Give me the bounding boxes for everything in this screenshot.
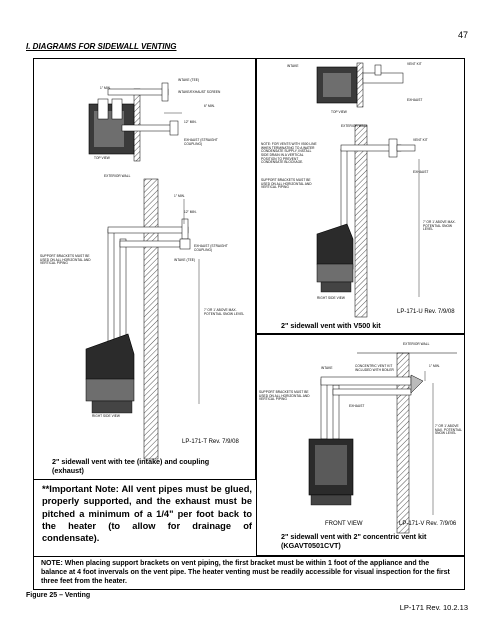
label-snow-level: 7' OR 1' ABOVE MAX. POTENTIAL SNOW LEVEL <box>423 220 456 232</box>
label-support-brackets: SUPPORT BRACKETS MUST BE USED ON ALL HORIZONTAL AND VERTICAL PIPING <box>261 178 312 190</box>
label-one-in-min: 1" MIN. <box>174 194 185 198</box>
label-v500-note: NOTE: FOR VENTS WITH V500 LINE WHEN TERMINATING TO A WATER CONDENSATE SUPPLY, INSTALL SIDE DRAIN IN A VERTICAL POSITION TO PREVENT CONDENSATE BLOCKAGE. <box>261 142 317 165</box>
label-vent-kit-side: VENT KIT <box>413 138 428 142</box>
bottom-note: NOTE: When placing support brackets on vent piping, the first bracket must be within 1 foot of the appliance and the balance at 4 foot invervals on the vent pipe. The heater venting must be readily accessible for visual inspection for the first three feet from the heater. <box>33 556 465 590</box>
rev-lp-171-v: LP-171-V Rev. 7/9/06 <box>399 521 457 527</box>
label-exterior-wall: EXTERIOR WALL <box>104 174 131 178</box>
label-concentric-vent: CONCENTRIC VENT KIT INCLUDED WITH BOILER <box>355 364 394 372</box>
label-six-in-min: 6" MIN. <box>204 104 215 108</box>
label-exhaust: EXHAUST <box>349 404 365 408</box>
caption-v500: 2" sidewall vent with V500 kit <box>281 321 381 330</box>
rev-lp-171-t: LP-171-T Rev. 7/9/08 <box>182 439 239 445</box>
label-right-side-view: RIGHT SIDE VIEW <box>92 414 120 418</box>
figure-caption: Figure 25 – Venting <box>26 592 91 599</box>
label-intake-tee-side: INTAKE (TEE) <box>174 258 196 262</box>
label-top-view: TOP VIEW <box>94 156 110 160</box>
label-snow-level: 7' OR 1' ABOVE MAX. POTENTIAL SNOW LEVEL <box>435 424 462 436</box>
page-number: 47 <box>457 30 468 40</box>
label-exterior-wall: EXTERIOR WALL <box>403 342 430 346</box>
label-exhaust-coupling-top: EXHAUST (STRAIGHT COUPLING) <box>184 138 218 146</box>
label-vent-kit: VENT KIT <box>407 62 422 66</box>
caption-tee-coupling: 2" sidewall vent with tee (intake) and coupling (exhaust) <box>52 457 210 475</box>
label-snow-level: 7' OR 1' ABOVE MAX. POTENTIAL SNOW LEVEL <box>204 308 245 316</box>
panel-v500-vent <box>256 58 465 334</box>
v500-vent-drawing <box>257 59 466 335</box>
label-intake: INTAKE <box>287 64 299 68</box>
label-exhaust-side: EXHAUST <box>413 170 429 174</box>
label-right-side-view: RIGHT SIDE VIEW <box>317 296 345 300</box>
label-front-view: FRONT VIEW <box>325 521 363 527</box>
label-intake-tee: INTAKE (TEE) <box>178 78 200 82</box>
label-min: 1" MIN. <box>429 364 440 368</box>
panel-concentric-vent <box>256 334 465 556</box>
rev-lp-171-u: LP-171-U Rev. 7/9/08 <box>397 309 455 315</box>
label-intake-exhaust-screen: INTAKE/EXHAUST SCREEN <box>178 90 221 94</box>
caption-concentric: 2" sidewall vent with 2" concentric vent kit (KGAVT0501CVT) <box>281 532 427 550</box>
label-exhaust-top: EXHAUST <box>407 98 423 102</box>
label-twelve-in-min: 12" MIN. <box>184 210 197 214</box>
label-exhaust-coupling: EXHAUST (STRAIGHT COUPLING) <box>194 244 228 252</box>
label-exterior-wall: EXTERIOR WALL <box>341 124 368 128</box>
footer-revision: LP-171 Rev. 10.2.13 <box>399 603 468 612</box>
label-one-in-min-top: 1" MIN. <box>100 86 111 90</box>
tee-coupling-vent-drawing <box>34 59 257 481</box>
label-intake: INTAKE <box>321 366 333 370</box>
section-heading: I. DIAGRAMS FOR SIDEWALL VENTING <box>26 42 177 51</box>
important-note: **Important Note: All vent pipes must be glued, properly supported, and the exhaust must be pitched a minimum of a 1/4" per foot back to the heater (to allow for drainage of condensate). <box>42 484 252 544</box>
label-top-view: TOP VIEW <box>331 110 347 114</box>
panel-tee-coupling-vent <box>33 58 256 480</box>
label-support-brackets: SUPPORT BRACKETS MUST BE USED ON ALL HORIZONTAL AND VERTICAL PIPING <box>259 390 310 402</box>
label-support-brackets: SUPPORT BRACKETS MUST BE USED ON ALL HORIZONTAL AND VERTICAL PIPING <box>40 254 91 266</box>
label-twelve-in-min-top: 12" MIN. <box>184 120 197 124</box>
